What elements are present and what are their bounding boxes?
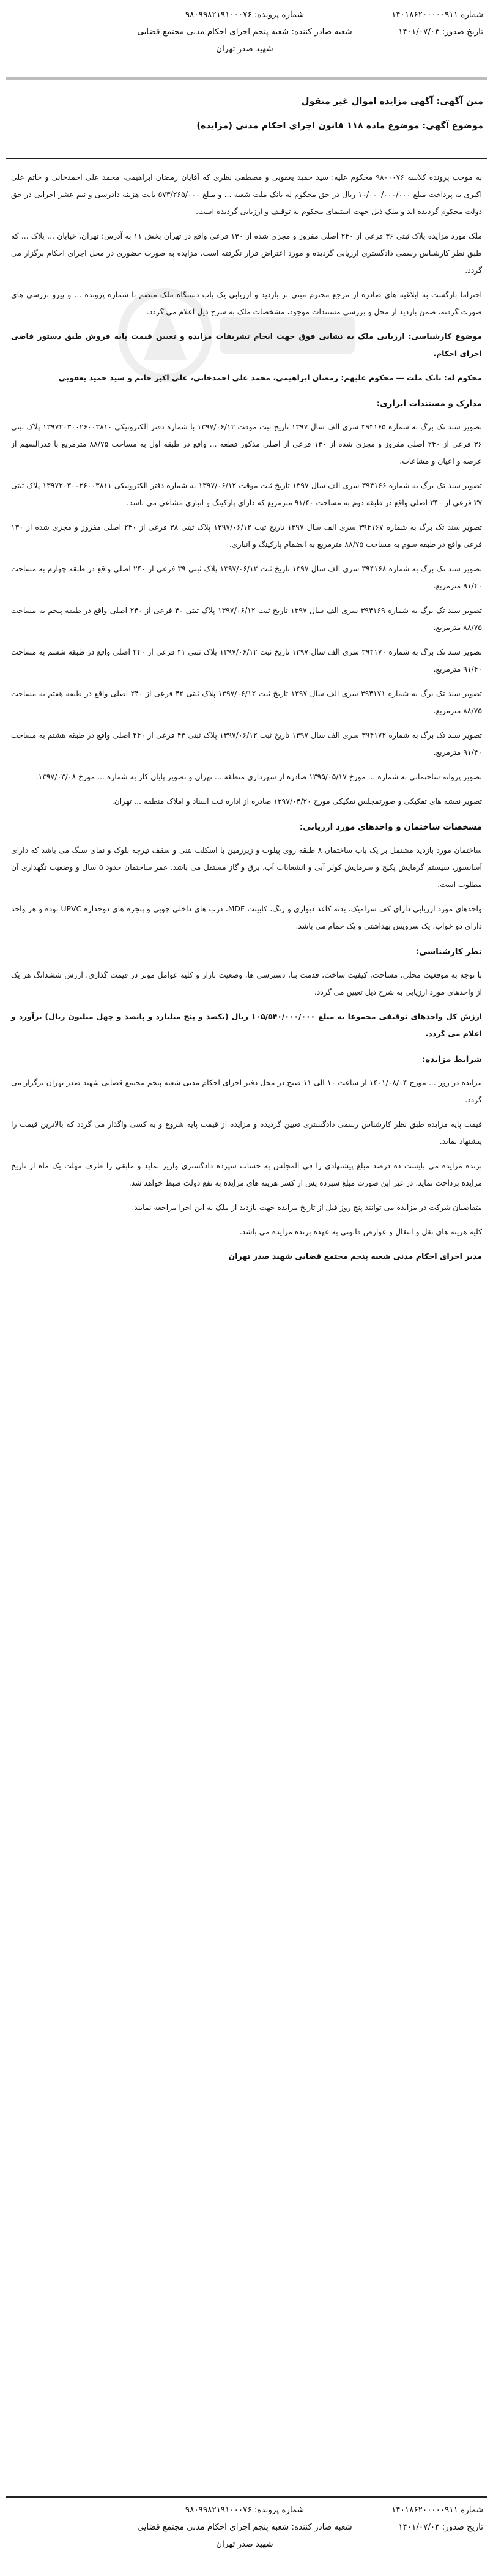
intro-paragraph: احتراما بازگشت به ابلاغیه های صادره از مرجع محترم مبنی بر بازدید و ارزیابی یک باب دستگاه ملک منضم با شماره پرونده ... و پیرو بررسی های صورت گرفته، ضمن بازدید از محل و بررسی مستندات موجود، مشخصات ملک به شرح ذیل اعلام می گردد. [11, 290, 482, 316]
document-item: تصویر سند تک برگ به شماره ۳۹۴۱۶۹ سری الف سال ۱۳۹۷ تاریخ ثبت ۱۳۹۷/۰۶/۱۲ پلاک ثبتی ۴۰ فرعی از ۲۴۰ اصلی واقع در طبقه پنجم به مساحت ۸۸/۷۵ مترمربع. [11, 606, 482, 632]
building-paragraph: ساختمان مورد بازدید مشتمل بر یک باب ساختمان ۸ طبقه روی پیلوت و زیرزمین با اسکلت بتنی و سقف تیرچه بلوک و نمای سنگ می باشد که دارای آسانسور، سیستم گرمایش پکیج و سرمایش کولر آبی و انشعابات آب، برق و گاز مستقل می باشد. عمر ساختمان حدود ۵ سال و وضعیت نگهداری آن مطلوب است. [11, 845, 482, 889]
footer-case-number: شماره پرونده: ۹۸۰۹۹۸۲۱۹۱۰۰۰۷۶ [185, 2505, 305, 2515]
valuation-paragraph: ارزش کل واحدهای توقیفی مجموعا به مبلغ ۱۰۵/۵۴۰/۰۰۰/۰۰۰ ریال (یکصد و پنج میلیارد و پانصد و چهل میلیون ریال) برآورد و اعلام می گردد. [11, 1012, 483, 1038]
document-page [6, 5, 487, 2571]
issue-date: تاریخ صدور: ۱۴۰۱/۰۷/۰۳ [398, 27, 483, 37]
notice-footer [6, 2496, 487, 2571]
court-name: شعبه صادر کننده: شعبه پنجم اجرای احکام مدنی مجتمع قضایی شهید صدر تهران [137, 27, 352, 54]
footer-issue-date: تاریخ صدور: ۱۴۰۱/۰۷/۰۳ [398, 2522, 483, 2532]
building-heading: مشخصات ساختمان و واحدهای مورد ارزیابی: [299, 822, 482, 832]
document-item: تصویر پروانه ساختمانی به شماره ... مورخ ۱۳۹۵/۰۵/۱۷ صادره از شهرداری منطقه ... تهران و تصویر پایان کار به شماره ... مورخ ۱۳۹۷/۰۳/۰۸. [35, 772, 482, 781]
intro-paragraph: به موجب پرونده کلاسه ۹۸۰۰۰۷۶ محکوم علیه: سید حمید یعقوبی و مصطفی نظری که آقایان رمضان ابراهیمی، محمد علی احمدخانی و حاتم علی اکبری به پرداخت مبلغ ۱۰/۰۰۰/۰۰۰/۰۰۰ ریال در حق محکوم له بانک ملت شعبه ... و مبلغ ۵۷۳/۲۶۵/۰۰۰ بابت هزینه دادرسی و نیم عشر اجرایی در حق دولت محکوم گردیده اند و ملک ذیل جهت استیفای محکوم به توقیف و ارزیابی گردیده است. [11, 173, 483, 216]
auction-heading: شرایط مزایده: [421, 1055, 482, 1064]
auction-condition: برنده مزایده می بایست ده درصد مبلغ پیشنهادی را فی المجلس به حساب سپرده دادگستری واریز نماید و مابقی را ظرف مهلت یک ماه از تاریخ مزایده پرداخت نماید، در غیر این صورت مبلغ سپرده پس از کسر هزینه های مزایده به نفع دولت ضبط خواهد شد. [11, 1161, 482, 1187]
document-item: تصویر سند تک برگ به شماره ۳۹۴۱۷۱ سری الف سال ۱۳۹۷ تاریخ ثبت ۱۳۹۷/۰۶/۱۲ پلاک ثبتی ۴۲ فرعی از ۲۴۰ اصلی واقع در طبقه هفتم به مساحت ۸۸/۷۵ مترمربع. [11, 689, 482, 715]
document-item: تصویر سند تک برگ به شماره ۳۹۴۱۶۸ سری الف سال ۱۳۹۷ تاریخ ثبت ۱۳۹۷/۰۶/۱۲ پلاک ثبتی ۳۹ فرعی از ۲۴۰ اصلی واقع در طبقه چهارم به مساحت ۹۱/۴۰ مترمربع. [11, 564, 483, 590]
notice-title: متن آگهی: آگهی مزایده اموال غیر منقول [301, 97, 483, 106]
document-item: تصویر سند تک برگ به شماره ۳۹۴۱۶۵ سری الف سال ۱۳۹۷ تاریخ ثبت موقت ۱۳۹۷/۰۶/۱۲ با شماره دفتر الکترونیکی ۱۳۹۷۲۰۳۰۰۲۶۰۰۳۸۱۰ پلاک ثبتی ۳۶ فرعی از ۲۴۰ اصلی مفروز و مجزی شده از ۱۳۰ فرعی از اصلی مذکور قطعه ... واقع در طبقه اول به مساحت ۸۸/۷۵ مترمربع با قدرالسهم از عرصه و اعیان و مشاعات. [11, 422, 482, 466]
document-item: تصویر سند تک برگ به شماره ۳۹۴۱۷۲ سری الف سال ۱۳۹۷ تاریخ ثبت ۱۳۹۷/۰۶/۱۲ پلاک ثبتی ۴۳ فرعی از ۲۴۰ اصلی واقع در طبقه هشتم به مساحت ۹۱/۴۰ مترمربع. [11, 730, 482, 757]
intro-paragraph: محکوم له: بانک ملت ― محکوم علیهم: رمضان ابراهیمی، محمد علی احمدخانی، علی اکبر حاتم و سید حمید یعقوبی [58, 373, 482, 382]
signature-line: مدیر اجرای احکام مدنی شعبه پنجم مجتمع قضایی شهید صدر تهران [228, 1252, 482, 1261]
documents-heading: مدارک و مستندات ابرازی: [376, 399, 482, 409]
valuation-heading: نظر کارشناسی: [415, 947, 482, 957]
intro-paragraph: موضوع کارشناسی: ارزیابی ملک به نشانی فوق جهت انجام تشریفات مزایده و تعیین قیمت پایه فروش طبق دستور قاضی اجرای احکام. [11, 332, 482, 358]
notice-header [6, 5, 487, 159]
document-item: تصویر نقشه های تفکیکی و صورتمجلس تفکیکی مورخ ۱۳۹۷/۰۴/۲۰ صادره از اداره ثبت اسناد و املاک منطقه ... تهران. [111, 796, 482, 806]
auction-condition: متقاضیان شرکت در مزایده می توانند پنج روز قبل از تاریخ مزایده جهت بازدید از ملک به این اجرا مراجعه نمایند. [132, 1203, 482, 1212]
valuation-paragraph: با توجه به موقعیت محلی، مساحت، کیفیت ساخت، قدمت بنا، دسترسی ها، وضعیت بازار و کلیه عوامل موثر در قیمت گذاری، ارزش ششدانگ هر یک از واحدهای مورد ارزیابی به شرح ذیل تعیین می گردد. [11, 970, 482, 997]
case-number: شماره پرونده: ۹۸۰۹۹۸۲۱۹۱۰۰۰۷۶ [185, 10, 305, 20]
document-item: تصویر سند تک برگ به شماره ۳۹۴۱۶۶ سری الف سال ۱۳۹۷ تاریخ ثبت موقت ۱۳۹۷/۰۶/۱۲ به شماره دفتر الکترونیکی ۱۳۹۷۲۰۳۰۰۲۶۰۰۳۸۱۱ پلاک ثبتی ۳۷ فرعی از ۲۴۰ اصلی واقع در طبقه دوم به مساحت ۹۱/۴۰ مترمربع که دارای پارکینگ و انباری مشاعی می باشد. [11, 481, 482, 507]
auction-condition: قیمت پایه مزایده طبق نظر کارشناس رسمی دادگستری تعیین گردیده و مزایده از قیمت پایه شروع و به کسی واگذار می گردد که بالاترین قیمت را پیشنهاد نماید. [11, 1119, 482, 1146]
document-item: تصویر سند تک برگ به شماره ۳۹۴۱۷۰ سری الف سال ۱۳۹۷ تاریخ ثبت ۱۳۹۷/۰۶/۱۲ پلاک ثبتی ۴۱ فرعی از ۲۴۰ اصلی واقع در طبقه ششم به مساحت ۹۱/۴۰ مترمربع. [11, 647, 482, 674]
auction-condition: مزایده در روز ... مورخ ۱۴۰۱/۰۸/۰۴ از ساعت ۱۰ الی ۱۱ صبح در محل دفتر اجرای احکام مدنی شعبه پنجم مجتمع قضایی شهید صدر تهران برگزار می گردد. [11, 1078, 482, 1104]
serial-number: شماره ۱۴۰۱۸۶۲۰۰۰۰۰۹۱۱ [391, 10, 483, 20]
auction-condition: کلیه هزینه های نقل و انتقال و عوارض قانونی به عهده برنده مزایده می باشد. [239, 1227, 482, 1236]
footer-court-name: شعبه صادر کننده: شعبه پنجم اجرای احکام مدنی مجتمع قضایی شهید صدر تهران [137, 2522, 352, 2549]
document-item: تصویر سند تک برگ به شماره ۳۹۴۱۶۷ سری الف سال ۱۳۹۷ تاریخ ثبت ۱۳۹۷/۰۶/۱۲ پلاک ثبتی ۳۸ فرعی از ۲۴۰ اصلی مفروز و مجزی شده از ۱۳۰ فرعی واقع در طبقه سوم به مساحت ۸۸/۷۵ مترمربع به انضمام پارکینگ و انباری. [11, 522, 482, 549]
notice-body [6, 159, 487, 1265]
building-paragraph: واحدهای مورد ارزیابی دارای کف سرامیک، بدنه کاغذ دیواری و رنگ، کابینت MDF، درب های داخلی چوبی و پنجره های دوجداره UPVC بوده و هر واحد دارای دو خواب، یک سرویس بهداشتی و یک حمام می باشد. [11, 904, 482, 930]
intro-paragraph: ملک مورد مزایده پلاک ثبتی ۳۶ فرعی از ۲۴۰ اصلی مفروز و مجزی شده از ۱۳۰ فرعی واقع در تهران بخش ۱۱ به آدرس: تهران، خیابان ... پلاک ... که طبق نظر کارشناس رسمی دادگستری ارزیابی گردیده و مورد اعتراض قرار نگرفته است. مزایده به صورت حضوری در محل اجرای احکام برگزار می گردد. [11, 231, 482, 275]
header-divider [6, 77, 487, 80]
notice-subject: موضوع آگهی: موضوع ماده ۱۱۸ قانون اجرای احکام مدنی (مزایده) [196, 121, 483, 131]
footer-serial-number: شماره ۱۴۰۱۸۶۲۰۰۰۰۰۹۱۱ [391, 2505, 483, 2515]
